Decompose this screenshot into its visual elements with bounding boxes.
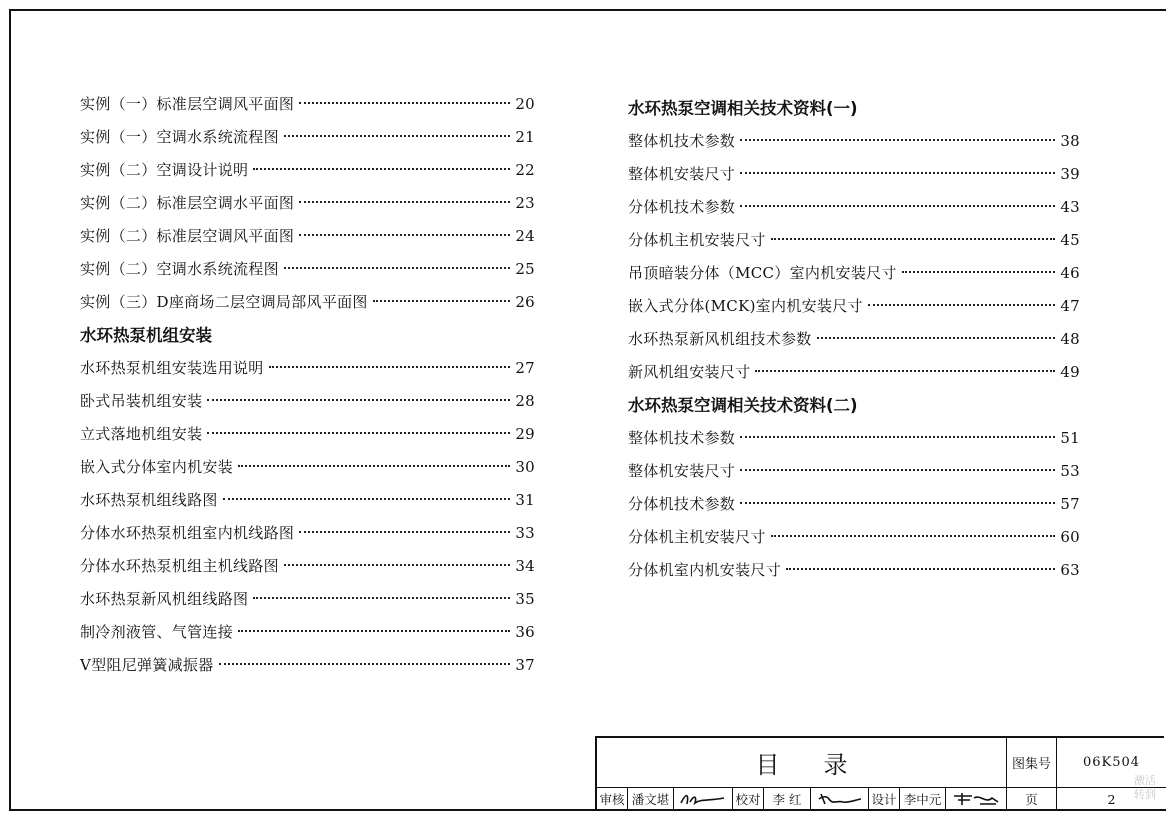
toc-entry-page: 46 <box>1060 264 1080 282</box>
dot-leader <box>786 568 1055 570</box>
toc-entry[interactable] <box>80 187 535 220</box>
toc-entry[interactable] <box>80 385 535 418</box>
toc-entry[interactable] <box>80 154 535 187</box>
toc-entry-page: 47 <box>1060 297 1080 315</box>
toc-entry-title: 实例（二）空调水系统流程图 <box>80 260 279 278</box>
design-label: 设计 <box>869 788 900 810</box>
toc-entry-title: 整体机技术参数 <box>628 132 736 150</box>
toc-entry-title: 实例（三）D座商场二层空调局部风平面图 <box>80 293 368 311</box>
toc-entry-page: 30 <box>515 458 535 476</box>
dot-leader <box>223 498 511 500</box>
dot-leader <box>299 234 510 236</box>
toc-entry-title: 整体机技术参数 <box>628 429 736 447</box>
toc-entry-title: 分体机技术参数 <box>628 198 736 216</box>
toc-entry-page: 27 <box>515 359 535 377</box>
dot-leader <box>238 630 510 632</box>
toc-entry[interactable] <box>80 253 535 286</box>
title-block-title: 目录 <box>597 738 1007 788</box>
toc-entry-title: V型阻尼弹簧减振器 <box>80 656 214 674</box>
toc-entry[interactable] <box>80 550 535 583</box>
toc-entry[interactable] <box>80 220 535 253</box>
toc-entry-page: 38 <box>1060 132 1080 150</box>
dot-leader <box>299 201 510 203</box>
checker-name: 李 红 <box>764 788 811 810</box>
toc-entry-title: 卧式吊装机组安装 <box>80 392 203 410</box>
dot-leader <box>299 531 510 533</box>
toc-entry[interactable] <box>628 455 1080 488</box>
toc-entry[interactable] <box>80 583 535 616</box>
toc-entry-title: 嵌入式分体(MCK)室内机安装尺寸 <box>628 297 863 315</box>
reviewer-signature-mark <box>678 790 728 808</box>
toc-entry[interactable] <box>628 521 1080 554</box>
checker-signature-mark <box>815 790 865 808</box>
toc-entry-page: 35 <box>515 590 535 608</box>
toc-entry-page: 21 <box>515 128 535 146</box>
toc-entry-page: 34 <box>515 557 535 575</box>
toc-entry-page: 49 <box>1060 363 1080 381</box>
toc-entry-page: 20 <box>515 95 535 113</box>
title-block <box>595 736 1164 810</box>
toc-entry-page: 31 <box>515 491 535 509</box>
toc-entry[interactable] <box>80 352 535 385</box>
atlas-number-value: 06K504 <box>1057 738 1166 788</box>
toc-entry-page: 28 <box>515 392 535 410</box>
dot-leader <box>902 271 1056 273</box>
toc-entry-page: 36 <box>515 623 535 641</box>
dot-leader <box>740 502 1055 504</box>
toc-entry-page: 43 <box>1060 198 1080 216</box>
dot-leader <box>817 337 1056 339</box>
toc-entry-page: 37 <box>515 656 535 674</box>
dot-leader <box>284 267 510 269</box>
watermark-line-2: 转到 <box>1134 788 1156 801</box>
toc-entry-title: 分体机主机安装尺寸 <box>628 231 766 249</box>
toc-entry[interactable] <box>628 125 1080 158</box>
dot-leader <box>238 465 510 467</box>
atlas-number-label: 图集号 <box>1007 738 1057 788</box>
toc-right-column <box>628 92 1080 587</box>
toc-entry-title: 水环热泵机组安装选用说明 <box>80 359 264 377</box>
dot-leader <box>868 304 1055 306</box>
checker-signature <box>811 788 869 810</box>
toc-entry-title: 分体机室内机安装尺寸 <box>628 561 782 579</box>
toc-entry-page: 23 <box>515 194 535 212</box>
toc-entry-title: 实例（二）标准层空调水平面图 <box>80 194 295 212</box>
dot-leader <box>740 172 1055 174</box>
toc-left-column <box>80 88 535 682</box>
toc-entry-title: 实例（二）标准层空调风平面图 <box>80 227 295 245</box>
toc-entry-title: 水环热泵新风机组线路图 <box>80 590 249 608</box>
toc-entry-title: 嵌入式分体室内机安装 <box>80 458 234 476</box>
designer-signature <box>946 788 1007 810</box>
dot-leader <box>207 432 510 434</box>
dot-leader <box>269 366 511 368</box>
toc-entry-title: 立式落地机组安装 <box>80 425 203 443</box>
dot-leader <box>755 370 1055 372</box>
toc-entry-page: 25 <box>515 260 535 278</box>
page-number: 2 <box>1107 791 1116 807</box>
toc-entry-page: 60 <box>1060 528 1080 546</box>
section-heading: 水环热泵空调相关技术资料(二) <box>628 396 858 415</box>
dot-leader <box>253 597 510 599</box>
toc-entry[interactable] <box>80 517 535 550</box>
dot-leader <box>740 139 1055 141</box>
reviewer-signature <box>674 788 733 810</box>
toc-entry[interactable] <box>80 451 535 484</box>
toc-entry-page: 51 <box>1060 429 1080 447</box>
toc-entry-page: 53 <box>1060 462 1080 480</box>
toc-entry-page: 45 <box>1060 231 1080 249</box>
dot-leader <box>284 135 510 137</box>
dot-leader <box>284 564 510 566</box>
toc-entry[interactable] <box>628 290 1080 323</box>
toc-entry[interactable] <box>80 649 535 682</box>
toc-entry[interactable] <box>628 191 1080 224</box>
toc-entry-title: 整体机安装尺寸 <box>628 462 736 480</box>
toc-entry[interactable] <box>628 356 1080 389</box>
toc-entry-title: 分体机主机安装尺寸 <box>628 528 766 546</box>
dot-leader <box>373 300 511 302</box>
activation-watermark <box>1134 774 1156 802</box>
toc-entry[interactable] <box>80 418 535 451</box>
dot-leader <box>740 205 1055 207</box>
toc-entry-page: 57 <box>1060 495 1080 513</box>
toc-entry[interactable] <box>628 422 1080 455</box>
toc-entry[interactable] <box>80 484 535 517</box>
toc-entry[interactable] <box>628 323 1080 356</box>
toc-entry[interactable] <box>628 554 1080 587</box>
watermark-line-1: 激活 <box>1134 774 1156 787</box>
section-heading: 水环热泵空调相关技术资料(一) <box>628 99 858 118</box>
toc-entry-page: 33 <box>515 524 535 542</box>
toc-entry-page: 39 <box>1060 165 1080 183</box>
designer-signature-mark <box>950 790 1002 808</box>
dot-leader <box>207 399 510 401</box>
toc-entry[interactable] <box>628 158 1080 191</box>
review-label: 审核 <box>597 788 628 810</box>
toc-entry[interactable] <box>80 121 535 154</box>
toc-entry-title: 实例（一）标准层空调风平面图 <box>80 95 295 113</box>
toc-entry-title: 水环热泵机组线路图 <box>80 491 218 509</box>
toc-entry-page: 48 <box>1060 330 1080 348</box>
toc-entry[interactable] <box>628 488 1080 521</box>
toc-entry-page: 26 <box>515 293 535 311</box>
toc-entry-title: 整体机安装尺寸 <box>628 165 736 183</box>
dot-leader <box>771 238 1056 240</box>
toc-entry[interactable] <box>628 257 1080 290</box>
page-label: 页 <box>1007 788 1057 810</box>
toc-entry-title: 实例（二）空调设计说明 <box>80 161 249 179</box>
toc-entry-title: 水环热泵新风机组技术参数 <box>628 330 812 348</box>
toc-entry-page: 24 <box>515 227 535 245</box>
toc-entry-page: 22 <box>515 161 535 179</box>
toc-entry-title: 新风机组安装尺寸 <box>628 363 751 381</box>
toc-entry-title: 制冷剂液管、气管连接 <box>80 623 234 641</box>
toc-entry[interactable] <box>628 224 1080 257</box>
section-heading: 水环热泵机组安装 <box>80 326 212 345</box>
toc-entry-title: 分体水环热泵机组主机线路图 <box>80 557 279 575</box>
dot-leader <box>299 102 510 104</box>
toc-entry-title: 实例（一）空调水系统流程图 <box>80 128 279 146</box>
dot-leader <box>771 535 1056 537</box>
toc-entry[interactable] <box>80 616 535 649</box>
toc-entry-title: 分体机技术参数 <box>628 495 736 513</box>
dot-leader <box>740 436 1055 438</box>
toc-entry[interactable] <box>80 286 535 319</box>
dot-leader <box>740 469 1055 471</box>
toc-entry-page: 63 <box>1060 561 1080 579</box>
reviewer-name: 潘文堪 <box>628 788 674 810</box>
toc-entry-title: 分体水环热泵机组室内机线路图 <box>80 524 295 542</box>
toc-entry-title: 吊顶暗装分体（MCC）室内机安装尺寸 <box>628 264 897 282</box>
toc-entry-page: 29 <box>515 425 535 443</box>
toc-entry[interactable] <box>80 88 535 121</box>
dot-leader <box>253 168 510 170</box>
dot-leader <box>219 663 511 665</box>
check-label: 校对 <box>733 788 764 810</box>
designer-name: 李中元 <box>900 788 946 810</box>
